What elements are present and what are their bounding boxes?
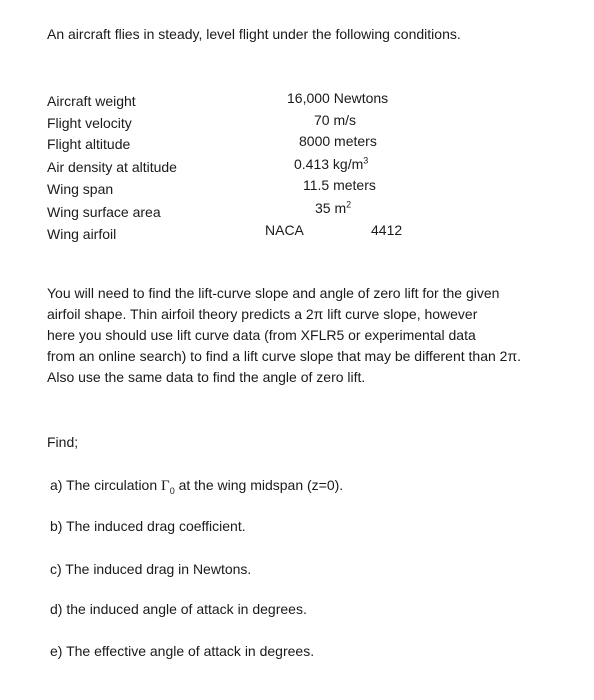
question-d: d) the induced angle of attack in degrees. — [50, 601, 307, 617]
paragraph-line: airfoil shape. Thin airfoil theory predicts a 2π lift curve slope, however — [47, 306, 478, 322]
find-heading: Find; — [47, 434, 79, 450]
condition-label-weight: Aircraft weight — [47, 93, 136, 109]
paragraph-line: Also use the same data to find the angle of zero lift. — [47, 369, 366, 385]
instructions-paragraph — [47, 283, 521, 388]
condition-label-altitude: Flight altitude — [47, 136, 131, 152]
condition-value-density — [294, 156, 368, 172]
condition-value-weight: 16,000 Newtons — [287, 90, 389, 106]
question-a-prefix: a) The circulation — [50, 477, 162, 493]
gamma-subscript: 0 — [169, 485, 175, 496]
condition-value-area — [315, 200, 351, 216]
condition-label-area: Wing surface area — [47, 204, 161, 220]
condition-value-airfoil-number: 4412 — [371, 222, 403, 238]
condition-value-velocity: 70 m/s — [314, 112, 357, 128]
question-e: e) The effective angle of attack in degrees. — [50, 643, 315, 659]
question-b: b) The induced drag coefficient. — [50, 518, 246, 534]
condition-label-density: Air density at altitude — [47, 159, 177, 175]
area-value-text: 35 m — [315, 200, 347, 216]
intro-text: An aircraft flies in steady, level flight under the following conditions. — [47, 26, 461, 42]
question-a-suffix: at the wing midspan (z=0). — [174, 477, 344, 493]
condition-value-span: 11.5 meters — [303, 177, 376, 193]
gamma-symbol: Γ — [161, 478, 170, 494]
paragraph-line: You will need to find the lift-curve slope and angle of zero lift for the given — [47, 285, 500, 301]
condition-value-altitude: 8000 meters — [299, 133, 377, 149]
condition-value-airfoil-family: NACA — [265, 222, 304, 238]
density-exponent: 3 — [363, 155, 369, 166]
condition-label-span: Wing span — [47, 181, 114, 197]
paragraph-line: from an online search) to find a lift curve slope that may be different than 2π. — [47, 348, 521, 364]
condition-label-airfoil: Wing airfoil — [47, 226, 117, 242]
paragraph-line: here you should use lift curve data (from XFLR5 or experimental data — [47, 327, 476, 343]
condition-label-velocity: Flight velocity — [47, 115, 132, 131]
density-value-text: 0.413 kg/m — [294, 156, 364, 172]
question-c: c) The induced drag in Newtons. — [50, 561, 252, 577]
area-exponent: 2 — [346, 199, 352, 210]
question-a — [50, 477, 343, 495]
